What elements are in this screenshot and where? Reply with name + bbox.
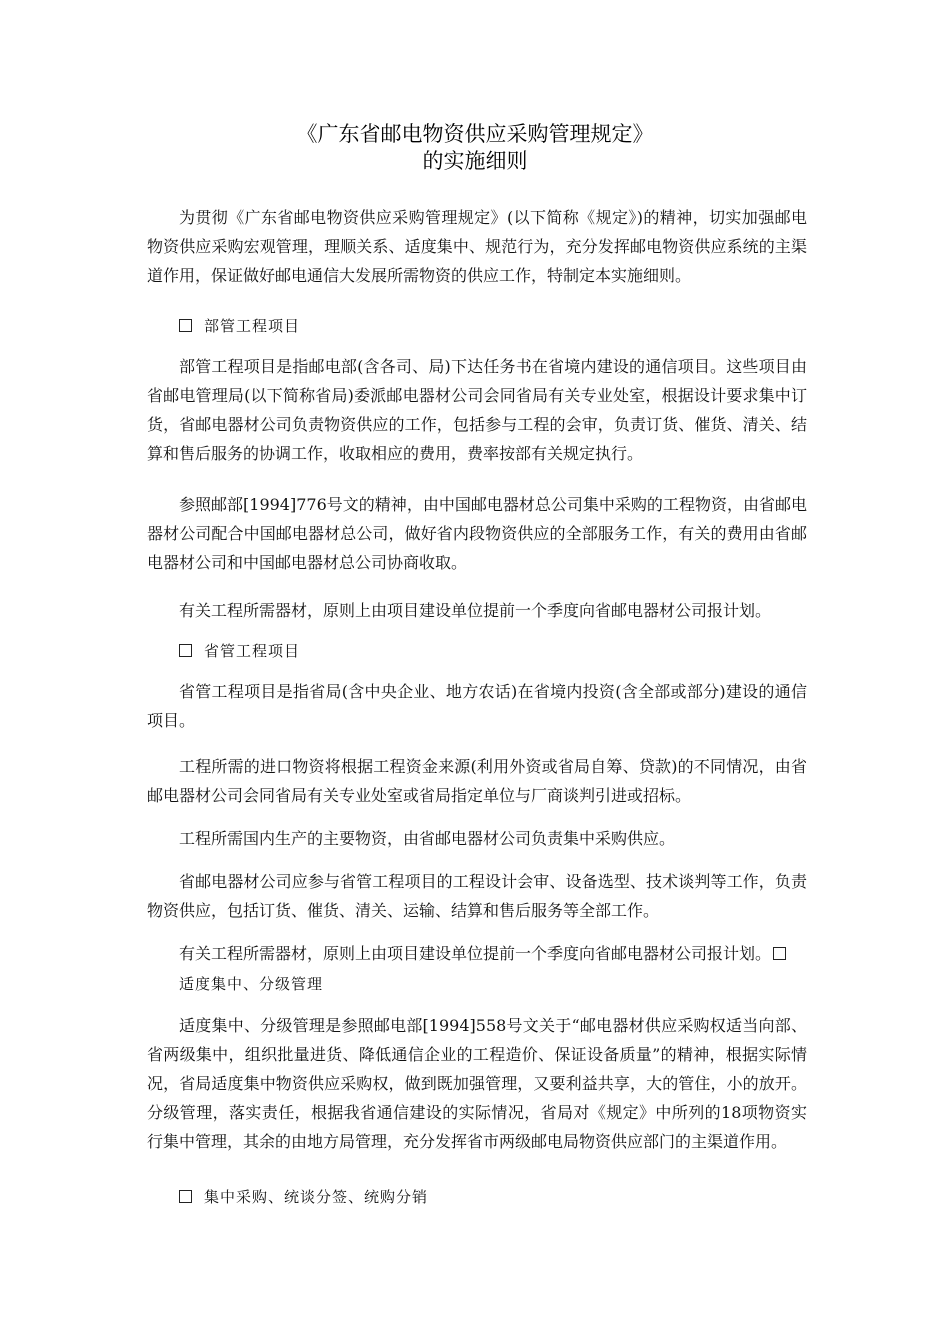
section2-paragraph-1: 省管工程项目是指省局(含中央企业、地方农话)在省境内投资(含全部或部分)建设的通信项目。 bbox=[147, 682, 807, 730]
section1-heading bbox=[179, 314, 300, 338]
section3-heading: 适度集中、分级管理 bbox=[179, 975, 324, 993]
section1-paragraph-3: 有关工程所需器材，原则上由项目建设单位提前一个季度向省邮电器材公司报计划。 bbox=[179, 601, 772, 620]
section2-paragraph-5 bbox=[147, 939, 807, 968]
section2-paragraph-2: 工程所需的进口物资将根据工程资金来源(利用外资或省局自筹、贷款)的不同情况，由省邮电器材公司会同省局有关专业处室或省局指定单位与厂商谈判引进或招标。 bbox=[147, 757, 807, 805]
section1-paragraph-2: 参照邮部[1994]776号文的精神，由中国邮电器材总公司集中采购的工程物资，由省邮电器材公司配合中国邮电器材总公司，做好省内段物资供应的全部服务工作，有关的费用由省邮电器材公司和中国邮电器材总公司协商收取。 bbox=[147, 495, 807, 572]
document-title-line1: 《广东省邮电物资供应采购管理规定》 bbox=[296, 122, 654, 146]
intro-paragraph: 为贯彻《广东省邮电物资供应采购管理规定》(以下简称《规定》)的精神，切实加强邮电物资供应采购宏观管理，理顺关系、适度集中、规范行为，充分发挥邮电物资供应系统的主渠道作用，保证做好邮电通信大发展所需物资的供应工作，特制定本实施细则。 bbox=[147, 208, 807, 285]
section4-heading-text: 集中采购、统谈分签、统购分销 bbox=[204, 1188, 429, 1206]
section2-heading-text: 省管工程项目 bbox=[204, 642, 301, 660]
document-title-line2: 的实施细则 bbox=[422, 149, 528, 173]
section2-paragraph-5-text: 有关工程所需器材，原则上由项目建设单位提前一个季度向省邮电器材公司报计划。 bbox=[179, 944, 772, 963]
section1-paragraph-1: 部管工程项目是指邮电部(含各司、局)下达任务书在省境内建设的通信项目。这些项目由省邮电管理局(以下简称省局)委派邮电器材公司会同省局有关专业处室，根据设计要求集中订货，省邮电器材公司负责物资供应的工作，包括参与工程的会审，负责订货、催货、清关、结算和售后服务的协调工作，收取相应的费用，费率按部有关规定执行。 bbox=[147, 357, 807, 463]
checkbox-square-icon bbox=[773, 947, 786, 960]
checkbox-square-icon bbox=[179, 319, 192, 332]
section1-heading-text: 部管工程项目 bbox=[204, 317, 301, 335]
section3-paragraph-1: 适度集中、分级管理是参照邮电部[1994]558号文关于“邮电器材供应采购权适当向部、省两级集中，组织批量进货、降低通信企业的工程造价、保证设备质量”的精神，根据实际情况，省局适度集中物资供应采购权，做到既加强管理，又要利益共享，大的管住，小的放开。分级管理，落实责任，根据我省通信建设的实际情况，省局对《规定》中所列的18项物资实行集中管理，其余的由地方局管理，充分发挥省市两级邮电局物资供应部门的主渠道作用。 bbox=[147, 1016, 807, 1151]
section2-paragraph-3: 工程所需国内生产的主要物资，由省邮电器材公司负责集中采购供应。 bbox=[179, 829, 676, 848]
section2-heading bbox=[179, 639, 300, 663]
section2-paragraph-4: 省邮电器材公司应参与省管工程项目的工程设计会审、设备选型、技术谈判等工作，负责物资供应，包括订货、催货、清关、运输、结算和售后服务等全部工作。 bbox=[147, 872, 807, 920]
checkbox-square-icon bbox=[179, 1190, 192, 1203]
checkbox-square-icon bbox=[179, 644, 192, 657]
section4-heading bbox=[179, 1185, 428, 1209]
